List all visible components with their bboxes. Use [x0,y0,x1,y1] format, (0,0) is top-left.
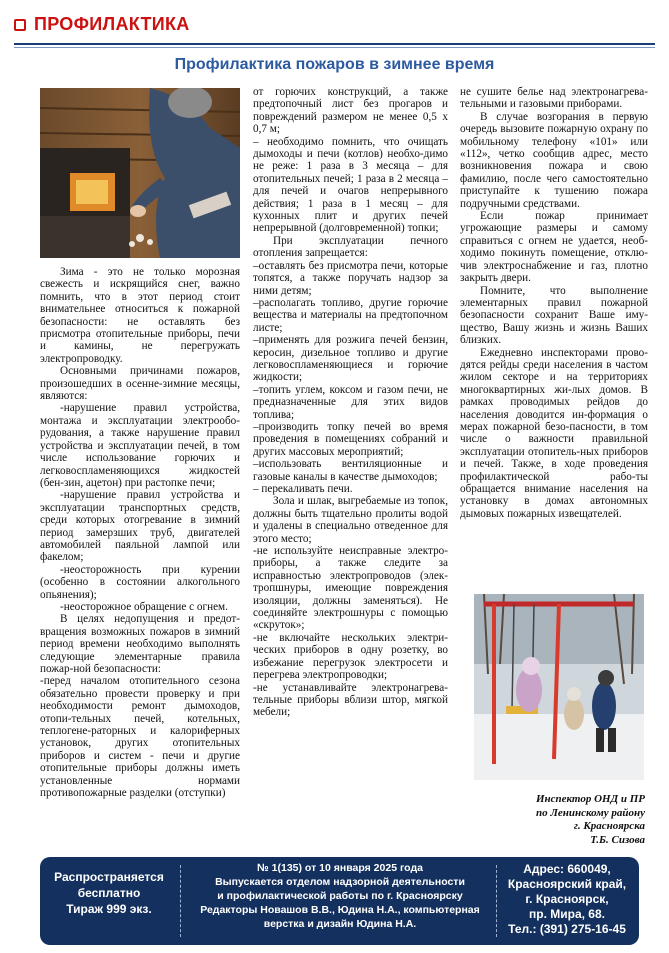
footer-line: № 1(135) от 10 января 2025 года [257,862,423,874]
list-item: –оставлять без присмотра печи, которые топятся, а также поручать надзор за ними детям; [253,259,448,297]
section-header [14,14,190,35]
list-item: – необходимо помнить, что очищать дымоходы и печи (котлов) необхо-димо не реже: 1 раза в 3 месяца – для отопительных печей; 1 раза в 2 месяца – для печей и очагов непрерывного действия; 1 раза в 1 месяц – для кухонных плит и других печей непрерывной (долговременной) топки; [253,135,448,235]
paragraph: В целях недопущения и предот-вращения возможных пожаров в зимний период времени необходимо выполнять следующие элементарные правила пожар-ной безопасности: [40,613,240,675]
footer-line: Редакторы Новашов В.В., Юдина Н.А., компьютерная [200,904,480,916]
paragraph: Основными причинами пожаров, произошедших в осенне-зимние месяцы, являются: [40,365,240,403]
article-title: Профилактика пожаров в зимнее время [174,56,495,73]
footer-line: Выпускается отделом надзорной деятельности [215,876,465,888]
list-item: -нарушение правил устройства и эксплуатации транспортных средств, среди которых отогревание в зимний период замерзших труб, двигателей автомобилей паяльной лампой или факелом; [40,489,240,564]
paragraph: Помните, что выполнение элементарных правил пожарной безопасности сохранит Ваше иму-щество, Вашу жизнь и жизнь Ваших близких. [460,284,648,347]
footer-divider [180,865,182,937]
signature-line: Т.Б. Сизова [590,833,645,846]
list-item: -нарушение правил устройства, монтажа и эксплуатации электрообо-рудования, а также нарушение правил устройства и эксплуатации печей, в том числе использование горючих и легковоспламеняющихся жидкостей (бен-зин, ацетон) при растопке печи; [40,402,240,489]
list-item: –производить топку печей во время проведения в помещениях собраний и других массовых мероприятий; [253,420,448,458]
header-rule [14,43,655,45]
footer-distribution [50,869,168,917]
footer-line: верстка и дизайн Юдина Н.А. [263,918,417,930]
section-title: ПРОФИЛАКТИКА [34,14,190,34]
list-item: -не используйте неисправные электро-приборы, а также следите за исправностью электропроводов (элек-тропшнуры, имеющие повреждения изоляции, должны заменяться). Не соединяйте электрошнуры с помощью «скруток»; [253,545,448,632]
signature-line: г. Красноярска [573,820,645,832]
paragraph: Если пожар принимает угрожающие размеры и самому справиться с огнем не удается, необ-ходимо покинуть помещение, отклю-чив электроснабжение и газ, плотно закрыть двери. [460,210,648,285]
paragraph: от горючих конструкций, а также предтопочный лист без прогаров и повреждений размером не менее 0,5 х 0,7 м; [253,86,448,136]
article-column-3 [460,86,648,520]
footer-line: Тираж 999 экз. [66,902,152,916]
footer-line: Адрес: 660049, [523,862,611,876]
footer-line: бесплатно [77,886,141,900]
list-item: – перекаливать печи. [253,483,353,495]
checkbox-square-icon [14,19,26,31]
footer-issue-info [190,861,490,931]
footer-line: Красноярский край, [507,877,627,891]
footer-divider [496,865,498,937]
paragraph: При эксплуатации печного отопления запрещается: [253,234,448,260]
list-item: -не включайте нескольких электри-ческих приборов в одну розетку, во избежание перегрузок электросети и перегрева электропроводки; [253,631,448,682]
signature [465,793,645,847]
signature-line: по Ленинскому району [535,806,645,819]
paragraph: не сушите белье над электронагрева-тельными и газовыми приборами. [460,86,648,111]
footer-line: Распространяется [54,870,164,884]
paragraph: В случае возгорания в первую очередь вызовите пожарную охрану по мобильному телефону «101» или «112», четко сообщив адрес, место возникновения пожара и свою фамилию, после чего самостоятельно приступайте к тушению пожара подручными средствами. [460,110,648,210]
list-item: –применять для розжига печей бензин, керосин, дизельное топливо и другие легковоспламеняющиеся и горючие жидкости; [253,334,448,384]
paragraph: Зима - это не только морозная свежесть и искрящийся снег, важно помнить, что в этот период стоит внимательнее относиться к пожарной безопасности: не оставлять без присмотра отопительные приборы, печи и камины, не перегружать электропроводку. [40,266,240,365]
footer-line: пр. Мира, 68. [529,907,605,921]
playground-photo-illustration [474,594,644,780]
stove-photo [40,88,240,258]
list-item: –топить углем, коксом и газом печи, не предназначенные для этих видов топлива; [253,383,448,421]
footer-line: Тел.: (391) 275-16-45 [508,922,626,936]
footer-line: и профилактической работы по г. Красноярску [217,890,463,902]
signature-line: Инспектор ОНД и ПР [535,793,645,805]
list-item: -неосторожное обращение с огнем. [60,600,228,613]
header-rule-thin [14,47,655,48]
article-column-1 [40,266,240,799]
list-item: –использовать вентиляционные и газовые каналы в качестве дымоходов; [253,458,448,483]
footer-address [502,862,632,937]
paragraph: Ежедневно инспекторами прово-дятся рейды среди населения в частом жилом секторе и на территориях многоквартирных жи-лых домов. В рамках проводимых рейдов до населения доводится ин-формация о мерах пожарной безо-пасности, в том числе о важности правильной эксплуатации отопитель-ных приборов и печей. Также, в ходе проведения профилактической рабо-ты обращается внимание населения на установку в домах автономных дымовых пожарных извещателей. [460,346,648,520]
playground-photo [474,594,644,780]
stove-photo-illustration [40,88,240,258]
article-column-2 [253,86,448,719]
footer-line: г. Красноярск, [525,892,609,906]
paragraph: Зола и шлак, выгребаемые из топок, должны быть тщательно пролиты водой и удалены в специально отведенное для этого место; [253,495,448,545]
list-item: -неосторожность при курении (особенно в состоянии алкогольного опьянения); [40,563,240,601]
list-item: –располагать топливо, другие горючие вещества и материалы на предтопочном листе; [253,296,448,334]
list-item: -не устанавливайте электронагрева-тельные приборы вблизи штор, мягкой мебели; [253,681,448,719]
footer-banner [40,857,639,945]
list-item: -перед началом отопительного сезона обязательно провести проверку и при необходимости ремонт дымоходов, отопи-тельных печей, котельных, теплогене-раторных и калориферных установок, других отопительных приборов и систем - печи и другие отопительные приборы должны иметь установленные нормами противопожарные разделки (отступки) [40,675,240,800]
